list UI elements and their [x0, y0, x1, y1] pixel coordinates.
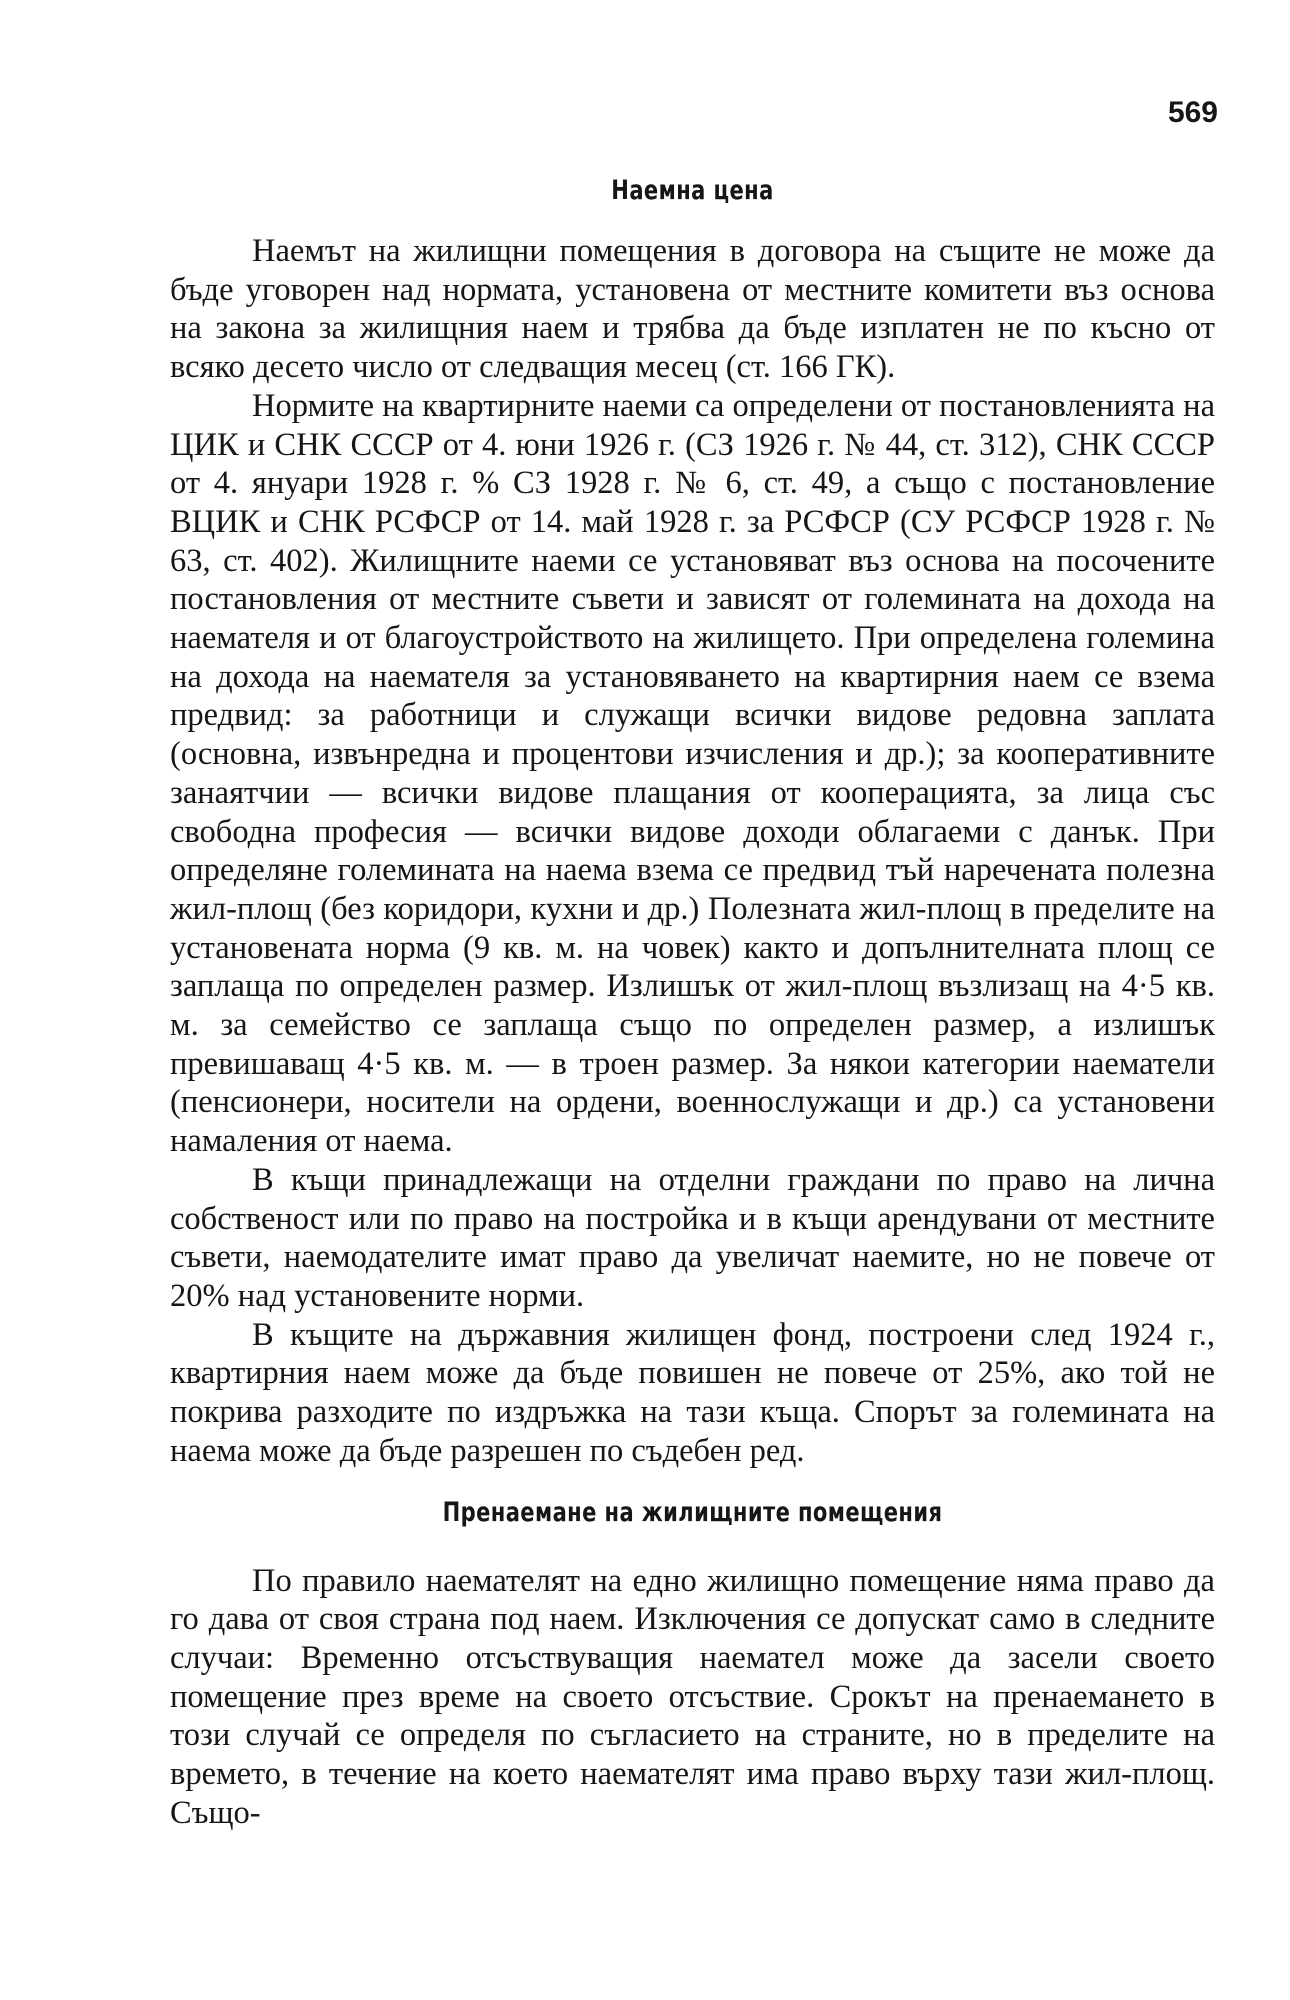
- section-heading-rent-price: Наемна цена: [611, 175, 774, 206]
- paragraph: Нормите на квартирните наеми са определени от постановленията на ЦИК и СНК СССР от 4. юни 1926 г. (СЗ 1926 г. № 44, ст. 312), СНК СССР от 4. януари 1928 г. % СЗ 1928 г. № 6, ст. 49, а също с постановление ВЦИК и СНК РСФСР от 14. май 1928 г. за РСФСР (СУ РСФСР 1928 г. № 63, ст. 402). Жилищните наеми се установяват въз основа на посочените постановления от местните съвети и зависят от големината на дохода на наемателя и от благоустройството на жилището. При определена големина на дохода на наемателя за установяването на квартирния наем се взема предвид: за работници и служащи всички видове редовна заплата (основна, извънредна и процентови изчисления и др.); за кооперативните занаятчии — всички видове плащания от кооперацията, за лица със свободна професия — всички видове доходи облагаеми с данък. При определяне големината на наема взема се предвид тъй наречената полезна жил-площ (без коридори, кухни и др.) Полезната жил-площ в пределите на установената норма (9 кв. м. на човек) както и допълнителната площ се заплаща по определен размер. Излишък от жил-площ възлизащ на 4·5 кв. м. за семейство се заплаща също по определен размер, а излишък превишаващ 4·5 кв. м. — в троен размер. За някои категории наематели (пенсионери, носители на ордени, военнослужащи и др.) са установени намаления от наема.: [170, 387, 1215, 1160]
- paragraph: Наемът на жилищни помещения в договора на същите не може да бъде уговорен над нормата, установена от местните комитети въз основа на закона за жилищния наем и трябва да бъде изплатен не по късно от всяко десето число от следващия месец (ст. 166 ГК).: [170, 233, 1215, 386]
- section-heading-subletting: Пренаемане на жилищните помещения: [442, 1496, 943, 1528]
- paragraph: В къщите на държавния жилищен фонд, построени след 1924 г., квартирния наем може да бъде повишен не повече от 25%, ако той не покрива разходите по издръжка на тази къща. Спорът за големината на наема може да бъде разрешен по съдебен ред.: [170, 1316, 1215, 1469]
- page-number: 569: [1167, 96, 1218, 129]
- paragraph: По правило наемателят на едно жилищно помещение няма право да го дава от своя страна под наем. Изключения се допускат само в следните случаи: Временно отсъствуващия наемател може да засели своето помещение през време на своето отсъствие. Срокът на пренаемането в този случай се определя по съгласието на страните, но в пределите на времето, в течение на което наемателят има право върху тази жил-площ. Също-: [170, 1562, 1215, 1831]
- paragraph: В къщи принадлежащи на отделни граждани по право на лична собственост или по право на постройка и в къщи арендувани от местните съвети, наемодателите имат право да увеличат наемите, но не повече от 20% над установените норми.: [170, 1161, 1215, 1314]
